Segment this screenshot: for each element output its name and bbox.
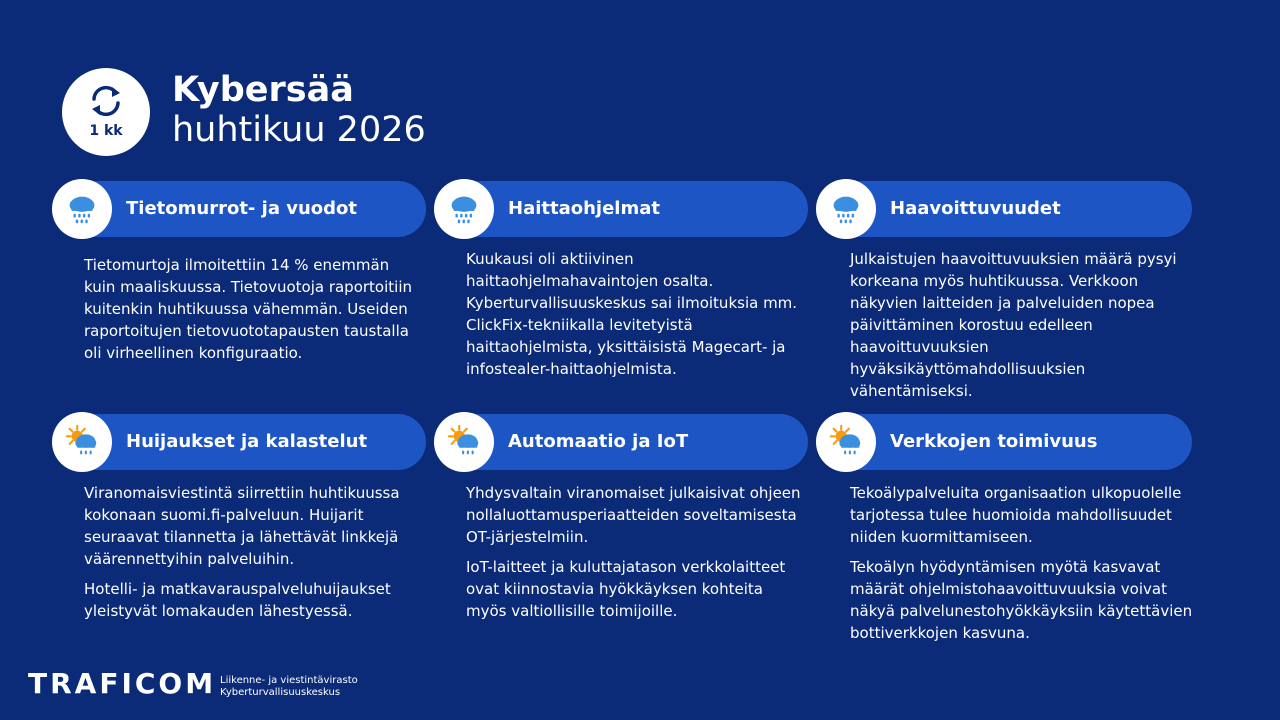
card-title: Haavoittuvuudet	[890, 198, 1061, 219]
card-paragraph: Yhdysvaltain viranomaiset julkaisivat ohjeen nollaluottamusperiaatteiden soveltamisesta OT-järjestelmiin.	[466, 484, 801, 546]
organization-name	[220, 675, 358, 699]
rain-cloud-icon	[434, 179, 494, 239]
card-title: Tietomurrot- ja vuodot	[126, 198, 358, 219]
page-title: Kybersää	[172, 70, 354, 110]
card-title: Huijaukset ja kalastelut	[126, 431, 368, 452]
card-body-automation-iot	[466, 482, 806, 630]
card-paragraph: Viranomaisviestintä siirrettiin huhtikuussa kokonaan suomi.fi-palveluun. Huijarit seuraavat tilannetta ja lähettävät linkkejä väärennettyihin palveluihin.	[84, 484, 400, 568]
rain-cloud-icon	[816, 179, 876, 239]
card-header-scams	[52, 414, 426, 470]
card-paragraph: Tietomurtoja ilmoitettiin 14 % enemmän kuin maaliskuussa. Tietovuotoja raportoitiin kuitenkin huhtikuussa vähemmän. Useiden raportoitujen tietovuototapausten taustalla oli virheellinen konfiguraatio.	[84, 256, 412, 362]
card-header-vulnerabilities	[816, 181, 1192, 237]
card-title: Automaatio ja IoT	[508, 431, 689, 452]
refresh-badge	[62, 68, 150, 156]
card-body-vulnerabilities	[850, 248, 1196, 410]
sun-cloud-rain-icon	[434, 412, 494, 472]
sun-cloud-rain-icon	[52, 412, 112, 472]
card-paragraph: Tekoälyn hyödyntämisen myötä kasvavat määrät ohjelmistohaavoittuvuuksia voivat näkyä palvelunestohyökkäyksiin käytettävien bottiverkkojen kasvuna.	[850, 558, 1193, 642]
card-paragraph: Hotelli- ja matkavarauspalveluhuijaukset yleistyvät lomakauden lähestyessä.	[84, 580, 391, 620]
card-title: Haittaohjelmat	[508, 198, 660, 219]
card-header-malware	[434, 181, 808, 237]
period-label: 1 kk	[89, 123, 123, 139]
card-header-network-availability	[816, 414, 1192, 470]
card-paragraph: Tekoälypalveluita organisaation ulkopuolelle tarjotessa tulee huomioida mahdollisuudet niiden kuormittamiseen.	[850, 484, 1182, 546]
traficom-logo: TRAFICOM	[28, 667, 217, 700]
card-title: Verkkojen toimivuus	[890, 431, 1098, 452]
sun-cloud-rain-icon	[816, 412, 876, 472]
org-line-ncsc: Kyberturvallisuuskeskus	[220, 687, 341, 698]
card-paragraph: Julkaistujen haavoittuvuuksien määrä pysyi korkeana myös huhtikuussa. Verkkoon näkyvien laitteiden ja palveluiden nopea päivittäminen korostuu edelleen haavoittuvuuksien hyväksikäyttömahdollisuuksien vähentämiseksi.	[850, 250, 1177, 400]
card-body-network-availability	[850, 482, 1196, 652]
card-body-malware	[466, 248, 806, 388]
card-paragraph: Kuukausi oli aktiivinen haittaohjelmahavaintojen osalta. Kyberturvallisuuskeskus sai ilmoituksia mm. ClickFix-tekniikalla levitetyistä haittaohjelmista, yksittäisistä Magecart- ja infostealer-haittaohjelmista.	[466, 250, 798, 378]
card-header-data-breaches	[52, 181, 426, 237]
refresh-icon	[86, 81, 126, 121]
page-subtitle: huhtikuu 2026	[172, 110, 426, 150]
rain-cloud-icon	[52, 179, 112, 239]
card-body-scams	[84, 482, 424, 630]
card-body-data-breaches	[84, 254, 424, 372]
card-header-automation-iot	[434, 414, 808, 470]
card-paragraph: IoT-laitteet ja kuluttajatason verkkolaitteet ovat kiinnostavia hyökkäyksen kohteita myös valtiollisille toimijoille.	[466, 558, 786, 620]
org-line-agency: Liikenne- ja viestintävirasto	[220, 675, 358, 686]
